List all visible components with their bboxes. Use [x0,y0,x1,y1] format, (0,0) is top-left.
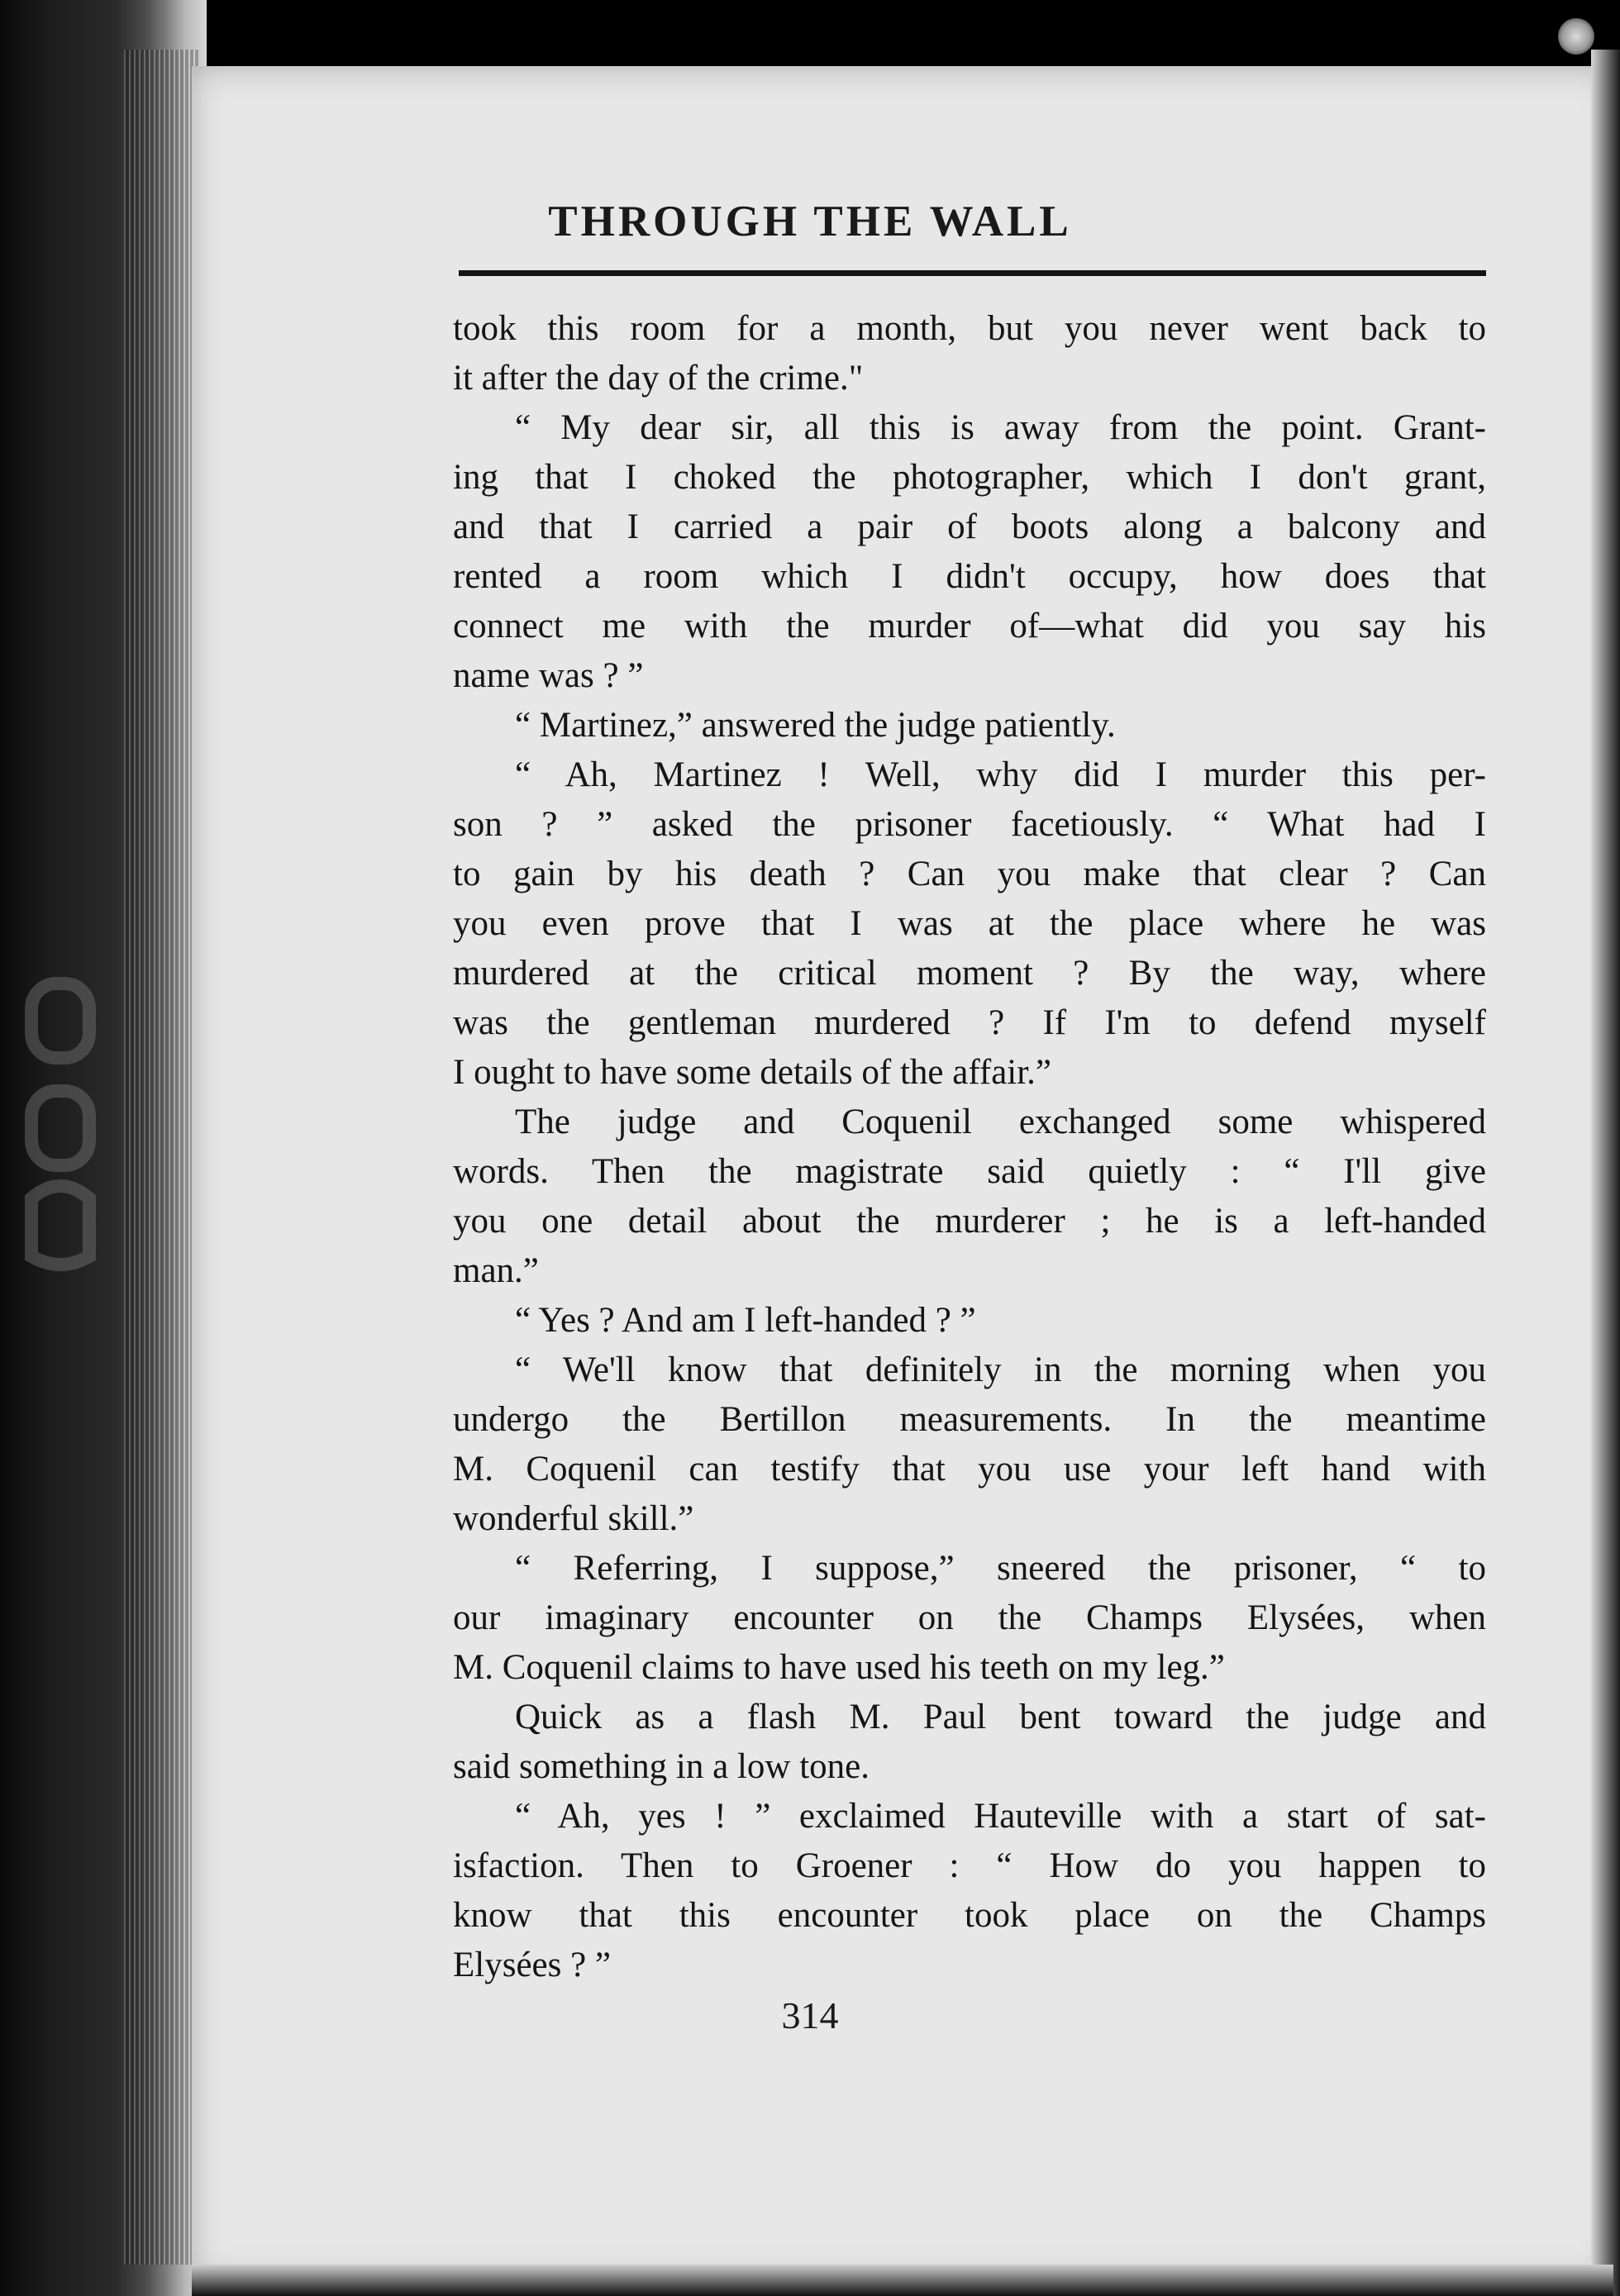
text-line: connect me with the murder of—what did you say his [453,607,1486,645]
text-line: know that this encounter took place on the Champs [453,1896,1486,1935]
text-line: took this room for a month, but you never went back to [453,309,1486,348]
text-line: M. Coquenil can testify that you use your left hand with [453,1450,1486,1489]
text-line: murdered at the critical moment ? By the way, where [453,954,1486,993]
text-line: was the gentleman murdered ? If I'm to defend myself [453,1003,1486,1042]
text-line: “ Martinez,” answered the judge patiently. [515,706,1116,745]
text-line: said something in a low tone. [453,1747,870,1786]
text-line: “ We'll know that definitely in the morning when you [515,1350,1486,1389]
text-line: isfaction. Then to Groener : “ How do you happen to [453,1846,1486,1885]
text-line: you one detail about the murderer ; he is a left-handed [453,1202,1486,1241]
text-line: Quick as a flash M. Paul bent toward the judge and [515,1698,1486,1736]
text-line: our imaginary encounter on the Champs Elysées, when [453,1598,1486,1637]
text-line: words. Then the magistrate said quietly : “ I'll give [453,1152,1486,1191]
text-line: name was ? ” [453,656,644,695]
page-number: 314 [781,1994,839,2036]
text-line: “ Yes ? And am I left-handed ? ” [515,1301,976,1340]
text-line: ing that I choked the photographer, which I don't grant, [453,458,1486,497]
text-line: son ? ” asked the prisoner facetiously. “ What had I [453,805,1486,844]
scanner-corner-mark [1558,18,1594,55]
page-bottom-edge [192,2265,1613,2296]
text-line: undergo the Bertillon measurements. In the meantime [453,1400,1486,1439]
book-spine [0,0,207,2296]
text-line: wonderful skill.” [453,1499,694,1538]
text-line: “ Ah, Martinez ! Well, why did I murder this per- [515,755,1486,794]
running-head: THROUGH THE WALL [548,198,1072,245]
page-right-edge [1591,50,1620,2296]
spine-lettering-decoration [7,975,139,1273]
text-line: “ My dear sir, all this is away from the point. Grant- [515,408,1486,447]
text-line: rented a room which I didn't occupy, how does that [453,557,1486,596]
text-line: “ Referring, I suppose,” sneered the prisoner, “ to [515,1549,1486,1588]
text-line: The judge and Coquenil exchanged some whispered [515,1103,1486,1141]
text-line: and that I carried a pair of boots along a balcony and [453,507,1486,546]
text-line: “ Ah, yes ! ” exclaimed Hauteville with a start of sat- [515,1797,1486,1836]
text-line: M. Coquenil claims to have used his teeth on my leg.” [453,1648,1225,1687]
body-text [453,304,1486,1990]
text-line: you even prove that I was at the place where he was [453,904,1486,943]
text-line: I ought to have some details of the affair.” [453,1053,1052,1092]
text-line: it after the day of the crime." [453,359,864,398]
text-line: to gain by his death ? Can you make that clear ? Can [453,855,1486,893]
header-rule [459,270,1486,276]
text-line: Elysées ? ” [453,1946,612,1984]
text-line: man.” [453,1251,539,1290]
